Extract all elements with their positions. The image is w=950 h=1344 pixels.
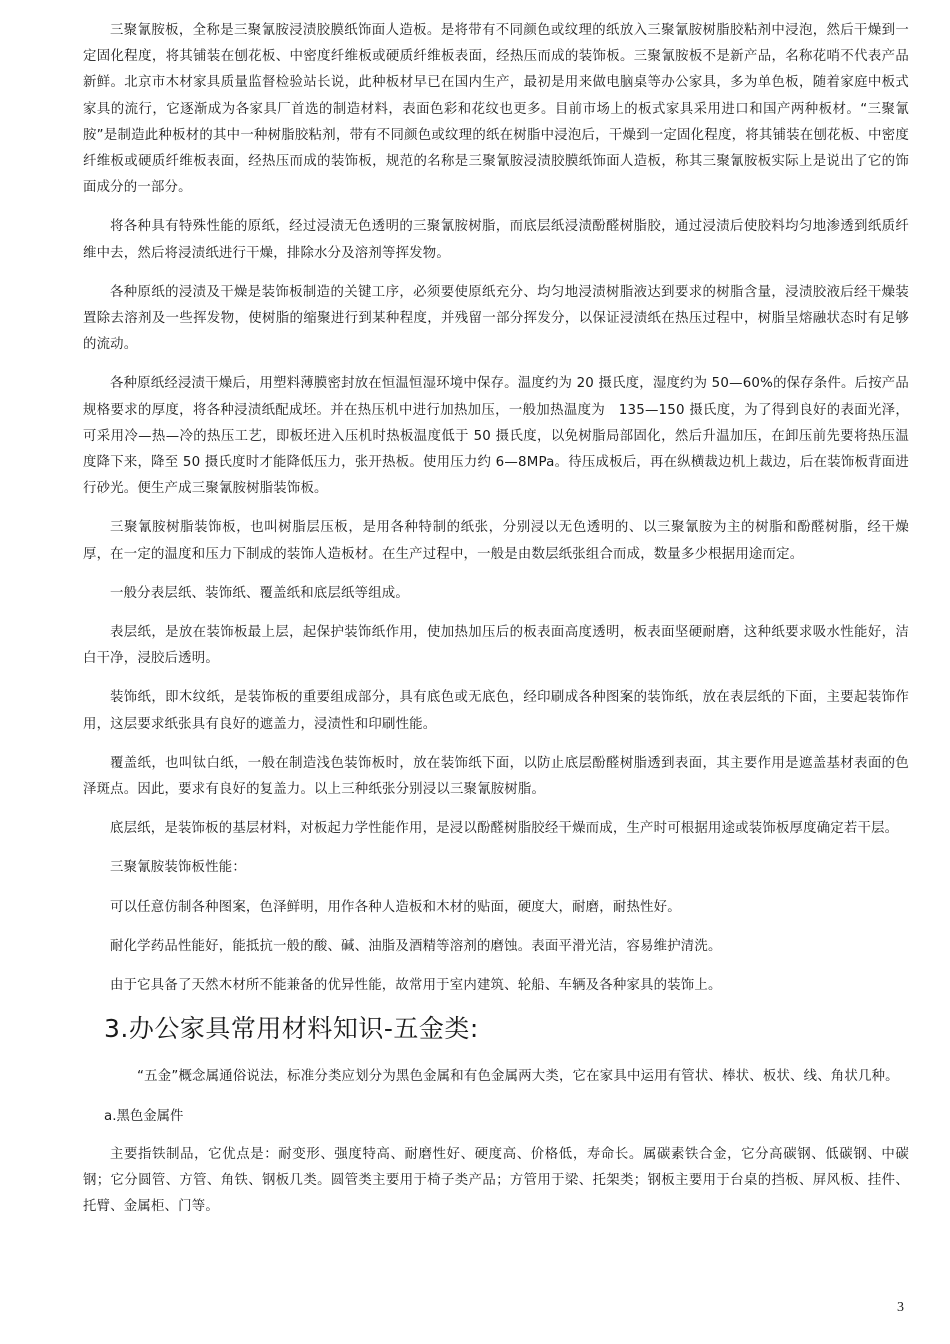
- paragraph-resin-laminate: 三聚氰胺树脂装饰板，也叫树脂层压板，是用各种特制的纸张，分别浸以无色透明的、以三聚氰胺为主的树脂和酚醛树脂，经干燥厚，在一定的温度和压力下制成的装饰人造板材。在生产过程中，一般是由数层纸张组合而成，数量多少根据用途而定。: [83, 520, 909, 562]
- section-heading-hardware: 3.办公家具常用材料知识-五金类:: [104, 1014, 479, 1044]
- paragraph-overlay-paper: 表层纸，是放在装饰板最上层，起保护装饰纸作用，使加热加压后的板表面高度透明，板表面坚硬耐磨，这种纸要求吸水性能好，洁白干净，浸胶后透明。: [83, 625, 909, 667]
- paragraph-performance-chemical: 耐化学药品性能好，能抵抗一般的酸、碱、油脂及酒精等溶剂的磨蚀。表面平滑光洁，容易维护清洗。: [110, 938, 722, 954]
- paragraph-performance-patterns: 可以任意仿制各种图案，色泽鲜明，用作各种人造板和木材的贴面，硬度大，耐磨，耐热性好。: [110, 899, 681, 915]
- paragraph-hardware-intro: “五金”概念属通俗说法，标准分类应划分为黑色金属和有色金属两大类，它在家具中运用有管状、棒状、板状、线、角状几种。: [137, 1069, 899, 1085]
- paragraph-melamine-board-definition: 三聚氰胺板，全称是三聚氰胺浸渍胶膜纸饰面人造板。是将带有不同颜色或纹理的纸放入三聚氰胺树脂胶粘剂中浸泡，然后干燥到一定固化程度，将其铺装在刨花板、中密度纤维板或硬质纤维板表面，经热压而成的装饰板。三聚氰胺板不是新产品，名称花哨不代表产品新鲜。北京市木材家具质量监督检验站长说，此种板材早已在国内生产，最初是用来做电脑桌等办公家具，多为单色板，随着家庭中板式家具的流行，它逐渐成为各家具厂首选的制造材料，表面色彩和花纹也更多。目前市场上的板式家具采用进口和国产两种板材。“三聚氰胺”是制造此种板材的其中一种树脂胶粘剂，带有不同颜色或纹理的纸在树脂中浸泡后，干燥到一定固化程度，将其铺装在刨花板、中密度纤维板或硬质纤维板表面，经热压而成的装饰板，规范的名称是三聚氰胺浸渍胶膜纸饰面人造板，称其三聚氰胺板实际上是说出了它的饰面成分的一部分。: [83, 23, 909, 196]
- paragraph-base-paper: 底层纸，是装饰板的基层材料，对板起力学性能作用，是浸以酚醛树脂胶经干燥而成，生产时可根据用途或装饰板厚度确定若干层。: [110, 821, 899, 837]
- paragraph-impregnation-drying: 各种原纸的浸渍及干燥是装饰板制造的关键工序，必须要使原纸充分、均匀地浸渍树脂液达到要求的树脂含量，浸渍胶液后经干燥装置除去溶剂及一些挥发物，使树脂的缩聚进行到某种程度，并残留一部分挥发分，以保证浸渍纸在热压过程中，树脂呈熔融状态时有足够的流动。: [83, 284, 909, 353]
- paragraph-performance-label: 三聚氰胺装饰板性能：: [110, 860, 246, 876]
- paragraph-ferrous-metal: 主要指铁制品，它优点是：耐变形、强度特高、耐磨性好、硬度高、价格低，寿命长。属碳素铁合金，它分高碳钢、低碳钢、中碳钢；它分圆管、方管、角铁、钢板几类。圆管类主要用于椅子类产品；方管用于梁、托架类；钢板主要用于台桌的挡板、屏风板、挂件、托臂、金属柜、门等。: [83, 1146, 909, 1214]
- paragraph-cover-paper: 覆盖纸，也叫钛白纸，一般在制造浅色装饰板时，放在装饰纸下面，以防止底层酚醛树脂透到表面，其主要作用是遮盖基材表面的色泽斑点。因此，要求有良好的复盖力。以上三种纸张分别浸以三聚氰胺树脂。: [83, 755, 909, 798]
- sub-heading-ferrous-metal: a.黑色金属件: [104, 1108, 184, 1124]
- page-number: 3: [897, 1300, 904, 1315]
- paragraph-performance-usage: 由于它具备了天然木材所不能兼备的优异性能，故常用于室内建筑、轮船、车辆及各种家具的装饰上。: [110, 978, 722, 994]
- paragraph-impregnation-overview: 将各种具有特殊性能的原纸，经过浸渍无色透明的三聚氰胺树脂，而底层纸浸渍酚醛树脂胶，通过浸渍后使胶料均匀地渗透到纸质纤维中去，然后将浸渍纸进行干燥，排除水分及溶剂等挥发物。: [83, 219, 909, 261]
- paragraph-decor-paper: 装饰纸，即木纹纸，是装饰板的重要组成部分，具有底色或无底色，经印刷成各种图案的装饰纸，放在表层纸的下面，主要起装饰作用，这层要求纸张具有良好的遮盖力，浸渍性和印刷性能。: [83, 690, 909, 732]
- document-page: [83, 18, 909, 1233]
- paragraph-layer-list: 一般分表层纸、装饰纸、覆盖纸和底层纸等组成。: [110, 585, 409, 601]
- paragraph-hot-pressing: 各种原纸经浸渍干燥后，用塑料薄膜密封放在恒温恒湿环境中保存。温度约为 20 摄氏度，湿度约为 50—60%的保存条件。后按产品规格要求的厚度，将各种浸渍纸配成坯。并在热压机中进行加热加压，一般加热温度为 135—150 摄氏度，为了得到良好的表面光泽，可采用冷—热—冷的热压工艺，即板坯进入压机时热板温度低于 50 摄氏度，以免树脂局部固化，然后升温加压，在卸压前先要将热压温度降下来，降至 50 摄氏度时才能降低压力，张开热板。使用压力约 6—8MPa。待压成板后，再在纵横裁边机上裁边，后在装饰板背面进行砂光。便生产成三聚氰胺树脂装饰板。: [83, 376, 909, 497]
